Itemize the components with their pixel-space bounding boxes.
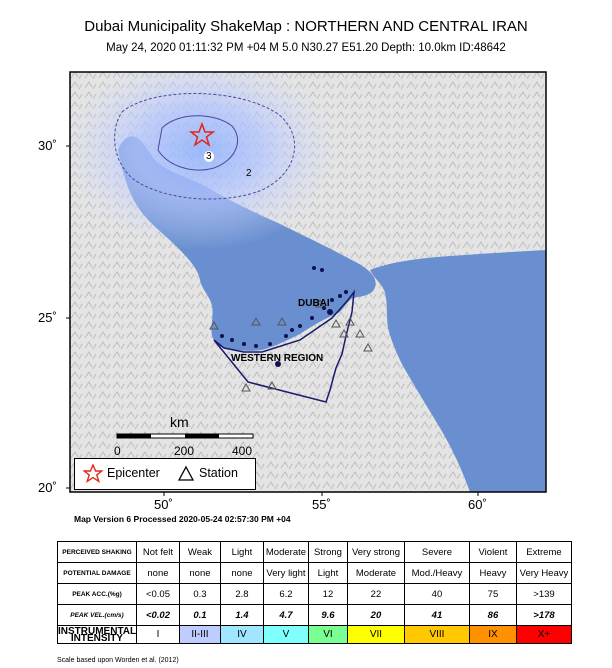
table-cell: Violent xyxy=(469,542,516,563)
scale-tick-400: 400 xyxy=(232,444,253,458)
table-cell: none xyxy=(136,563,179,584)
table-cell: 0.1 xyxy=(179,605,220,626)
map-title: Dubai Municipality ShakeMap : NORTHERN AND CENTRAL IRAN xyxy=(84,18,528,35)
table-cell: 75 xyxy=(469,584,516,605)
table-cell: Very strong xyxy=(347,542,404,563)
table-row xyxy=(58,605,572,626)
table-cell: 86 xyxy=(469,605,516,626)
row-header: PEAK ACC.(%g) xyxy=(58,584,137,605)
contour-label-3: 3 xyxy=(206,151,212,162)
lat-label-20: 20˚ xyxy=(38,480,57,495)
table-cell: 22 xyxy=(347,584,404,605)
intensity-scale-table xyxy=(57,541,572,644)
table-cell: IX xyxy=(469,626,516,644)
table-cell: VII xyxy=(347,626,404,644)
table-cell: VI xyxy=(308,626,347,644)
row-header: INSTRUMENTAL INTENSITY xyxy=(58,625,137,644)
table-cell: Very Heavy xyxy=(516,563,571,584)
table-cell: Light xyxy=(308,563,347,584)
table-cell: Heavy xyxy=(469,563,516,584)
table-cell: 9.6 xyxy=(308,605,347,626)
scale-bar xyxy=(117,434,253,438)
table-row xyxy=(58,563,572,584)
epicenter-icon xyxy=(83,464,103,484)
table-cell: Extreme xyxy=(516,542,571,563)
table-cell: Mod./Heavy xyxy=(404,563,469,584)
table-cell: Weak xyxy=(179,542,220,563)
table-cell: 40 xyxy=(404,584,469,605)
table-cell: 1.4 xyxy=(220,605,263,626)
table-row xyxy=(58,584,572,605)
table-cell: V xyxy=(263,626,308,644)
table-cell: Strong xyxy=(308,542,347,563)
table-cell: Moderate xyxy=(263,542,308,563)
lon-label-50: 50˚ xyxy=(154,497,173,512)
table-cell: >178 xyxy=(516,605,571,626)
table-cell: <0.05 xyxy=(136,584,179,605)
table-cell: none xyxy=(220,563,263,584)
table-cell: >139 xyxy=(516,584,571,605)
scale-note: Scale based upon Worden et al. (2012) xyxy=(57,657,179,664)
lat-label-25: 25˚ xyxy=(38,310,57,325)
row-header: POTENTIAL DAMAGE xyxy=(58,563,137,584)
table-cell: Very light xyxy=(263,563,308,584)
table-row xyxy=(58,542,572,563)
table-cell: II-III xyxy=(179,626,220,644)
row-header: PERCEIVED SHAKING xyxy=(58,542,137,563)
shaking-intensity-area xyxy=(60,50,340,250)
table-cell: 2.8 xyxy=(220,584,263,605)
table-cell: none xyxy=(179,563,220,584)
table-cell: X+ xyxy=(516,626,571,644)
map-version: Map Version 6 Processed 2020-05-24 02:57:30 PM +04 xyxy=(74,514,291,524)
row-header: PEAK VEL.(cm/s) xyxy=(58,605,137,626)
lon-label-60: 60˚ xyxy=(468,497,487,512)
station-icon xyxy=(177,465,195,483)
table-cell: 0.3 xyxy=(179,584,220,605)
table-cell: Moderate xyxy=(347,563,404,584)
map-legend xyxy=(74,458,256,490)
table-cell: VIII xyxy=(404,626,469,644)
legend-epicenter-label: Epicenter xyxy=(107,466,160,480)
table-cell: 41 xyxy=(404,605,469,626)
table-cell: 4.7 xyxy=(263,605,308,626)
place-label-dubai: DUBAI xyxy=(298,298,330,309)
scale-unit: km xyxy=(170,414,189,430)
event-info: May 24, 2020 01:11:32 PM +04 M 5.0 N30.27 E51.20 Depth: 10.0km ID:48642 xyxy=(106,42,506,54)
table-cell: I xyxy=(136,626,179,644)
table-cell: Severe xyxy=(404,542,469,563)
legend-station-label: Station xyxy=(199,466,238,480)
table-row xyxy=(58,626,572,644)
scale-tick-200: 200 xyxy=(174,444,195,458)
table-cell: <0.02 xyxy=(136,605,179,626)
table-cell: IV xyxy=(220,626,263,644)
table-cell: Not felt xyxy=(136,542,179,563)
contour-label-2: 2 xyxy=(246,168,252,179)
lon-label-55: 55˚ xyxy=(312,497,331,512)
table-cell: 6.2 xyxy=(263,584,308,605)
table-cell: 20 xyxy=(347,605,404,626)
table-cell: Light xyxy=(220,542,263,563)
scale-tick-0: 0 xyxy=(114,444,121,458)
place-label-western-region: WESTERN REGION xyxy=(231,353,324,364)
lat-label-30: 30˚ xyxy=(38,138,57,153)
table-cell: 12 xyxy=(308,584,347,605)
